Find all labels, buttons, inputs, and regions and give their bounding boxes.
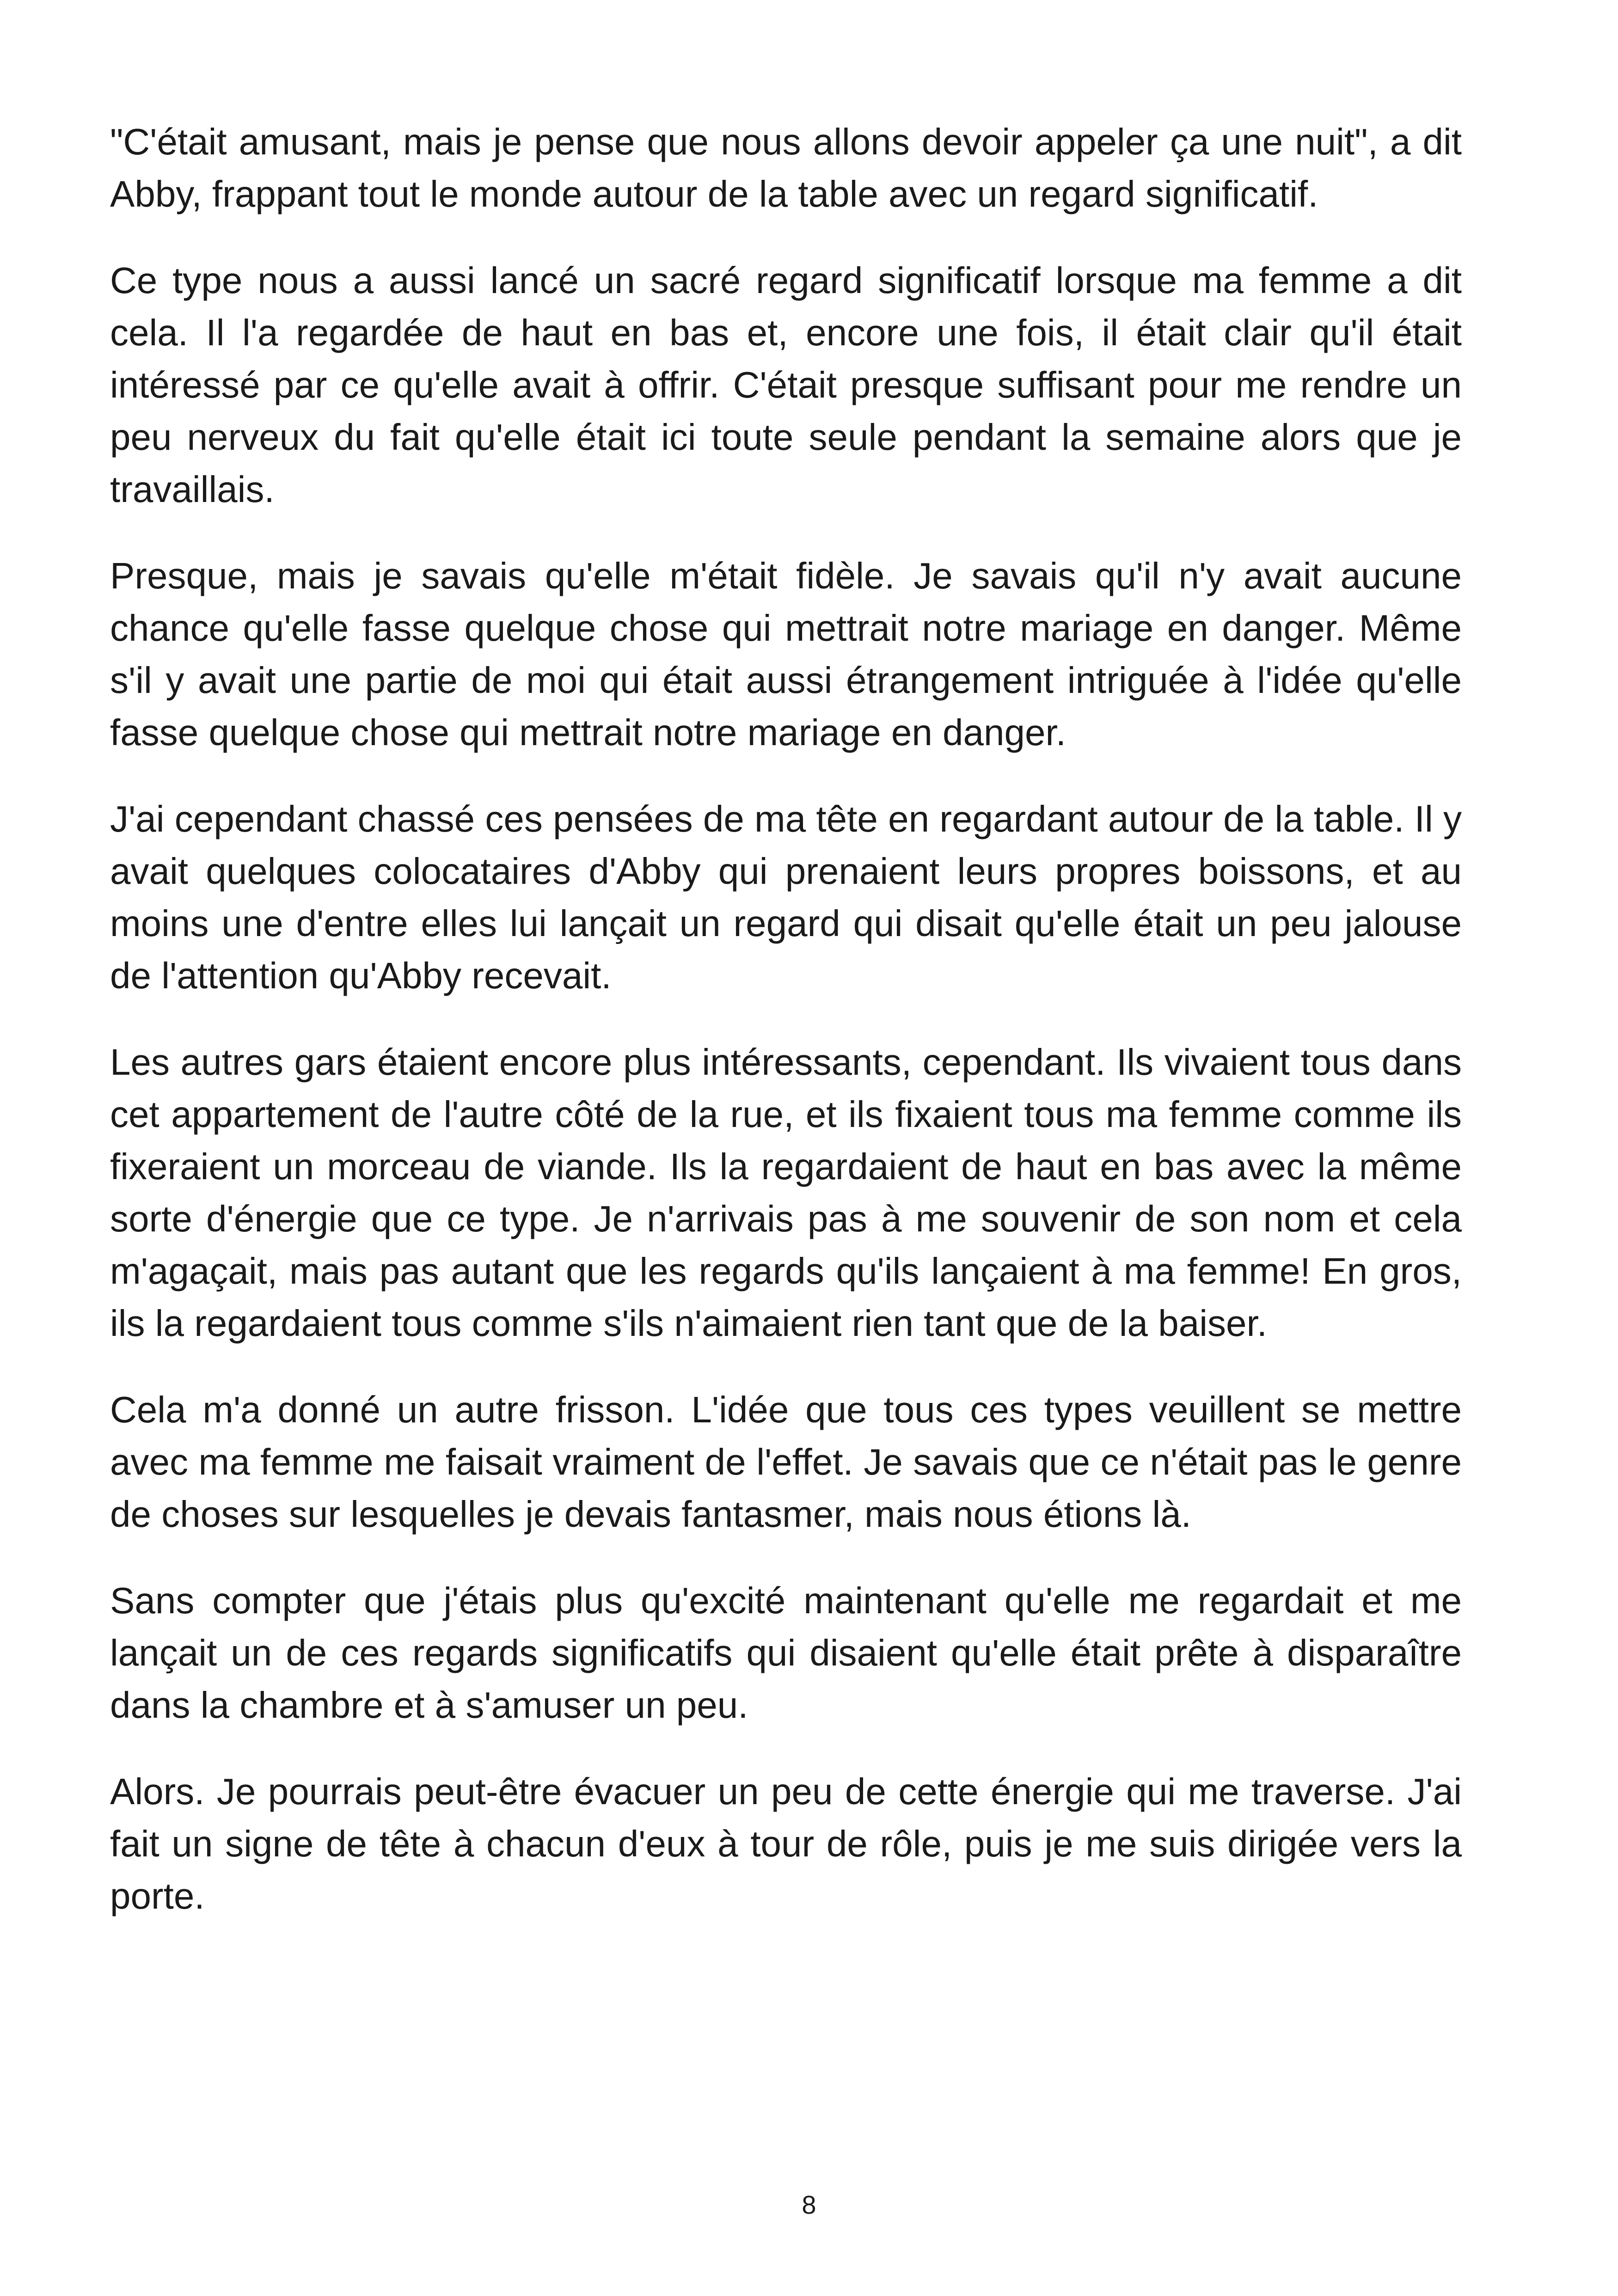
page-number: 8 xyxy=(802,2190,816,2219)
paragraph: Cela m'a donné un autre frisson. L'idée que tous ces types veuillent se mettre avec ma femme me faisait vraiment de l'effet. Je savais que ce n'était pas le genre de choses sur lesquelles je devais fantasmer, mais nous étions là. xyxy=(110,1389,1462,1535)
paragraph: "C'était amusant, mais je pense que nous allons devoir appeler ça une nuit", a dit Abby, frappant tout le monde autour de la table avec un regard significatif. xyxy=(110,121,1462,214)
paragraph: Les autres gars étaient encore plus intéressants, cependant. Ils vivaient tous dans cet appartement de l'autre côté de la rue, et ils fixaient tous ma femme comme ils fixeraient un morceau de viande. Ils la regardaient de haut en bas avec la même sorte d'énergie que ce type. Je n'arrivais pas à me souvenir de son nom et cela m'agaçait, mais pas autant que les regards qu'ils lançaient à ma femme! En gros, ils la regardaient tous comme s'ils n'aimaient rien tant que de la baiser. xyxy=(110,1041,1462,1344)
paragraph: Sans compter que j'étais plus qu'excité maintenant qu'elle me regardait et me lançait un de ces regards significatifs qui disaient qu'elle était prête à disparaître dans la chambre et à s'amuser un peu. xyxy=(110,1580,1462,1726)
paragraph: Presque, mais je savais qu'elle m'était fidèle. Je savais qu'il n'y avait aucune chance qu'elle fasse quelque chose qui mettrait notre mariage en danger. Même s'il y avait une partie de moi qui était aussi étrangement intriguée à l'idée qu'elle fasse quelque chose qui mettrait notre mariage en danger. xyxy=(110,555,1462,753)
paragraph: J'ai cependant chassé ces pensées de ma tête en regardant autour de la table. Il y avait quelques colocataires d'Abby qui prenaient leurs propres boissons, et au moins une d'entre elles lui lançait un regard qui disait qu'elle était un peu jalouse de l'attention qu'Abby recevait. xyxy=(110,798,1462,996)
paragraph: Ce type nous a aussi lancé un sacré regard significatif lorsque ma femme a dit cela. Il l'a regardée de haut en bas et, encore une fois, il était clair qu'il était intéressé par ce qu'elle avait à offrir. C'était presque suffisant pour me rendre un peu nerveux du fait qu'elle était ici toute seule pendant la semaine alors que je travaillais. xyxy=(110,260,1462,510)
body-text xyxy=(110,116,1462,1956)
paragraph: Alors. Je pourrais peut-être évacuer un peu de cette énergie qui me traverse. J'ai fait un signe de tête à chacun d'eux à tour de rôle, puis je me suis dirigée vers la porte. xyxy=(110,1771,1462,1916)
